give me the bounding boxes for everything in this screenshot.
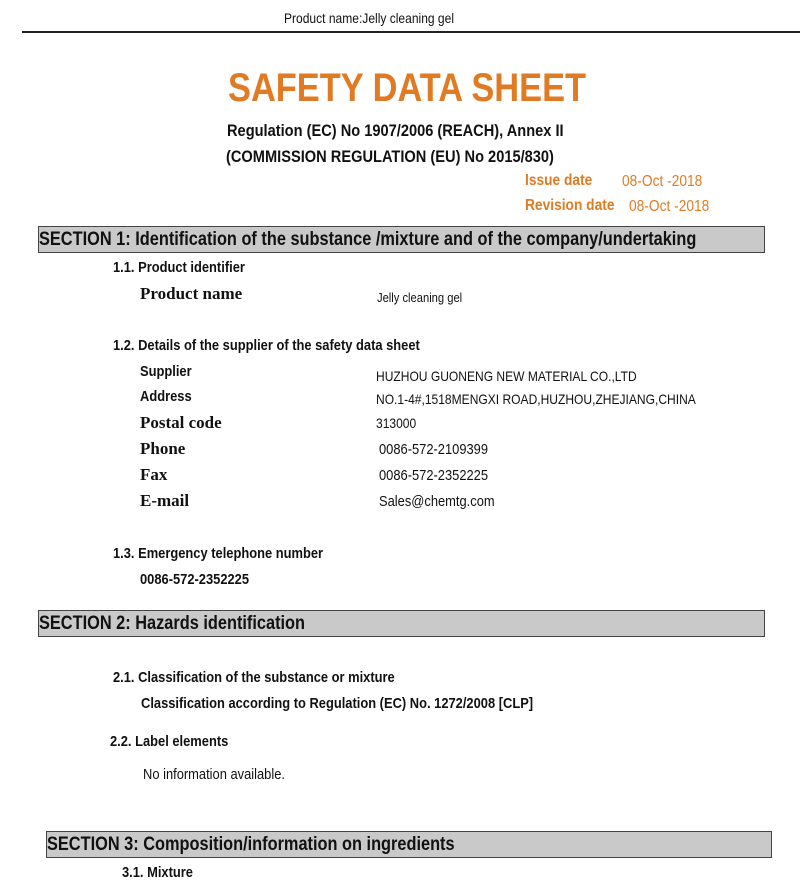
revision-date-label-text: Revision date bbox=[525, 197, 615, 214]
emergency-phone-text: 0086-572-2352225 bbox=[140, 571, 250, 588]
section-2-2-heading bbox=[110, 733, 248, 750]
section-2-2-text-content: No information available. bbox=[143, 766, 285, 783]
supplier-value-text: HUZHOU GUONENG NEW MATERIAL CO.,LTD bbox=[376, 368, 637, 384]
fax-value bbox=[379, 467, 506, 484]
email-link[interactable]: Sales@chemtg.com bbox=[379, 493, 495, 510]
fax-value-text: 0086-572-2352225 bbox=[379, 467, 489, 484]
section-2-1-text bbox=[141, 695, 597, 712]
fax-label-text: Fax bbox=[140, 465, 168, 484]
section-2-title: SECTION 2: Hazards identification bbox=[39, 613, 306, 634]
section-1-header bbox=[38, 226, 765, 253]
email-label bbox=[140, 491, 189, 511]
regulation-line-2 bbox=[226, 147, 607, 167]
section-2-header bbox=[38, 610, 765, 637]
emergency-phone bbox=[140, 571, 267, 588]
document-title-text: SAFETY DATA SHEET bbox=[228, 66, 587, 110]
product-name-value bbox=[377, 290, 476, 305]
phone-value-text: 0086-572-2109399 bbox=[379, 441, 489, 458]
postal-code-value-text: 313000 bbox=[376, 415, 417, 431]
section-1-2-heading-text: 1.2. Details of the supplier of the safety data sheet bbox=[113, 337, 420, 354]
running-header bbox=[284, 10, 482, 26]
regulation-line-2-text: (COMMISSION REGULATION (EU) No 2015/830) bbox=[226, 147, 554, 166]
address-label-text: Address bbox=[140, 388, 192, 405]
email-value[interactable] bbox=[379, 493, 513, 510]
supplier-label bbox=[140, 363, 200, 380]
regulation-line-1-text: Regulation (EC) No 1907/2006 (REACH), Annex II bbox=[227, 121, 564, 140]
running-header-text: Product name:Jelly cleaning gel bbox=[284, 10, 454, 26]
issue-date-label-text: Issue date bbox=[525, 172, 593, 189]
phone-value bbox=[379, 441, 506, 458]
section-2-2-text bbox=[143, 766, 308, 783]
section-2-1-heading bbox=[113, 669, 441, 686]
section-2-1-heading-text: 2.1. Classification of the substance or mixture bbox=[113, 669, 395, 686]
section-2-1-text-content: Classification according to Regulation (EC) No. 1272/2008 [CLP] bbox=[141, 695, 534, 712]
revision-date-label bbox=[525, 197, 629, 215]
postal-code-label-text: Postal code bbox=[140, 413, 222, 432]
phone-label bbox=[140, 439, 185, 459]
section-1-3-heading bbox=[113, 545, 357, 562]
section-3-header bbox=[46, 831, 772, 858]
fax-label bbox=[140, 465, 167, 485]
product-name-value-text: Jelly cleaning gel bbox=[377, 290, 463, 305]
issue-date-value-text: 08-Oct -2018 bbox=[622, 173, 703, 190]
section-1-1-heading bbox=[113, 259, 266, 276]
regulation-line-1 bbox=[227, 121, 618, 141]
section-3-title: SECTION 3: Composition/information on ingredients bbox=[47, 834, 455, 855]
revision-date-value bbox=[629, 198, 722, 216]
product-name-label-text: Product name bbox=[140, 284, 243, 303]
postal-code-value bbox=[376, 415, 423, 431]
section-1-3-heading-text: 1.3. Emergency telephone number bbox=[113, 545, 324, 562]
address-value bbox=[376, 391, 748, 407]
product-name-label bbox=[140, 284, 242, 304]
section-3-1-heading-text: 3.1. Mixture bbox=[122, 864, 193, 881]
issue-date-value bbox=[622, 173, 715, 191]
supplier-value bbox=[376, 368, 679, 384]
section-1-2-heading bbox=[113, 337, 470, 354]
revision-date-value-text: 08-Oct -2018 bbox=[629, 198, 710, 215]
email-label-text: E-mail bbox=[140, 491, 190, 510]
address-label bbox=[140, 388, 200, 405]
phone-label-text: Phone bbox=[140, 439, 186, 458]
section-1-1-heading-text: 1.1. Product identifier bbox=[113, 259, 245, 276]
document-title bbox=[228, 66, 644, 111]
postal-code-label bbox=[140, 413, 222, 433]
supplier-label-text: Supplier bbox=[140, 363, 192, 380]
section-1-title: SECTION 1: Identification of the substance /mixture and of the company/undertaking bbox=[39, 229, 697, 250]
header-rule bbox=[22, 31, 800, 33]
issue-date-label bbox=[525, 172, 603, 190]
section-3-1-heading bbox=[122, 864, 205, 881]
address-value-text: NO.1-4#,1518MENGXI ROAD,HUZHOU,ZHEJIANG,CHINA bbox=[376, 391, 696, 407]
section-2-2-heading-text: 2.2. Label elements bbox=[110, 733, 229, 750]
